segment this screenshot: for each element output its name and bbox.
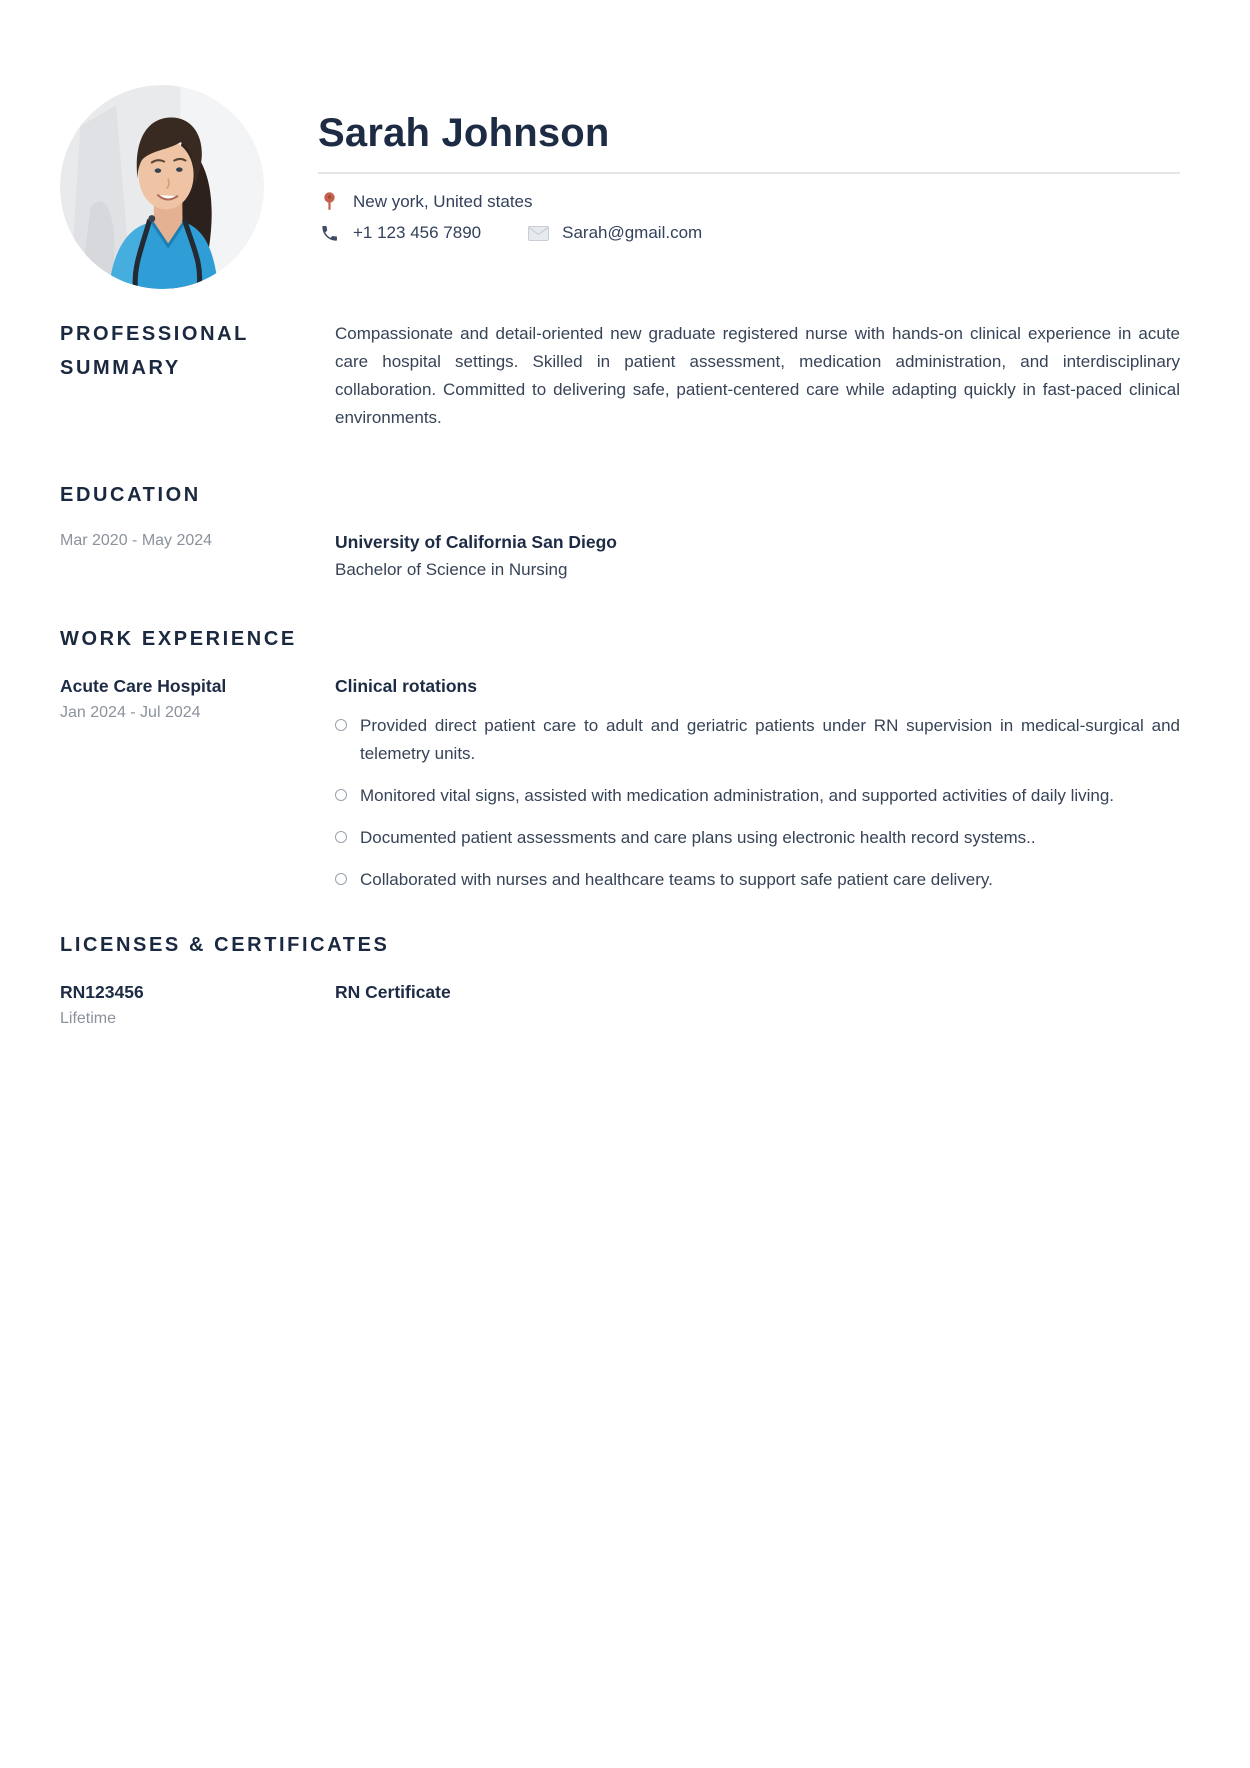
bullet-circle-icon bbox=[335, 719, 347, 731]
email-text: Sarah@gmail.com bbox=[562, 223, 703, 242]
summary-section-title: PROFESSIONAL SUMMARY bbox=[60, 323, 249, 379]
work-dates: Jan 2024 - Jul 2024 bbox=[60, 704, 201, 721]
work-bullet-text: Monitored vital signs, assisted with medication administration, and supported activities of daily living. bbox=[360, 786, 1115, 805]
work-bullet-item bbox=[335, 782, 1180, 810]
license-id: RN123456 bbox=[60, 982, 144, 1002]
work-bullet-item bbox=[335, 866, 1180, 894]
map-pin-icon bbox=[318, 192, 340, 212]
section-work-experience bbox=[60, 622, 1180, 894]
contact-location-row bbox=[318, 192, 1180, 212]
contact-phone-email-row bbox=[318, 223, 1180, 243]
bullet-circle-icon bbox=[335, 873, 347, 885]
phone-text: +1 123 456 7890 bbox=[353, 223, 482, 242]
mail-icon bbox=[527, 226, 549, 241]
email-group bbox=[527, 223, 702, 243]
section-licenses-certificates bbox=[60, 928, 1180, 1028]
work-bullet-item bbox=[335, 824, 1180, 852]
work-bullet-item bbox=[335, 712, 1180, 768]
bullet-circle-icon bbox=[335, 789, 347, 801]
phone-icon bbox=[318, 224, 340, 243]
education-details bbox=[335, 530, 1180, 580]
profile-photo bbox=[60, 85, 264, 289]
license-entry-left bbox=[60, 980, 335, 1028]
education-degree: Bachelor of Science in Nursing bbox=[335, 560, 568, 579]
header-main bbox=[318, 85, 1180, 243]
license-entry bbox=[60, 980, 1180, 1028]
license-entry-right bbox=[335, 980, 1180, 1028]
education-dates: Mar 2020 - May 2024 bbox=[60, 532, 213, 549]
resume-header bbox=[60, 85, 1180, 289]
work-bullet-text: Collaborated with nurses and healthcare teams to support safe patient care delivery. bbox=[360, 870, 993, 889]
licenses-section-title: LICENSES & CERTIFICATES bbox=[60, 934, 390, 956]
education-section-title: EDUCATION bbox=[60, 484, 201, 506]
section-education bbox=[60, 478, 1180, 580]
work-entry bbox=[60, 674, 1180, 894]
contact-block bbox=[318, 192, 1180, 243]
work-section-title: WORK EXPERIENCE bbox=[60, 628, 297, 650]
header-divider bbox=[318, 172, 1180, 174]
work-bullet-text: Documented patient assessments and care plans using electronic health record systems.. bbox=[360, 828, 1036, 847]
summary-text: Compassionate and detail-oriented new graduate registered nurse with hands-on clinical experience in acute care hospital settings. Skilled in patient assessment, medication administration, and interdisciplinary collaboration. Committed to delivering safe, patient-centered care while adapting quickly in fast-paced clinical environments. bbox=[335, 324, 1180, 427]
bullet-circle-icon bbox=[335, 831, 347, 843]
work-role: Clinical rotations bbox=[335, 676, 477, 696]
education-school: University of California San Diego bbox=[335, 532, 617, 552]
work-company: Acute Care Hospital bbox=[60, 676, 227, 696]
profile-photo-illustration bbox=[60, 85, 264, 289]
candidate-name: Sarah Johnson bbox=[318, 111, 610, 155]
section-professional-summary bbox=[60, 317, 1180, 432]
work-entry-right bbox=[335, 674, 1180, 894]
location-text: New york, United states bbox=[353, 192, 533, 211]
work-entry-left bbox=[60, 674, 335, 894]
license-validity: Lifetime bbox=[60, 1010, 117, 1027]
education-entry bbox=[60, 530, 1180, 580]
work-bullet-text: Provided direct patient care to adult and geriatric patients under RN supervision in medical-surgical and telemetry units. bbox=[360, 716, 1180, 763]
work-bullet-list bbox=[335, 712, 1180, 894]
license-name: RN Certificate bbox=[335, 982, 451, 1002]
